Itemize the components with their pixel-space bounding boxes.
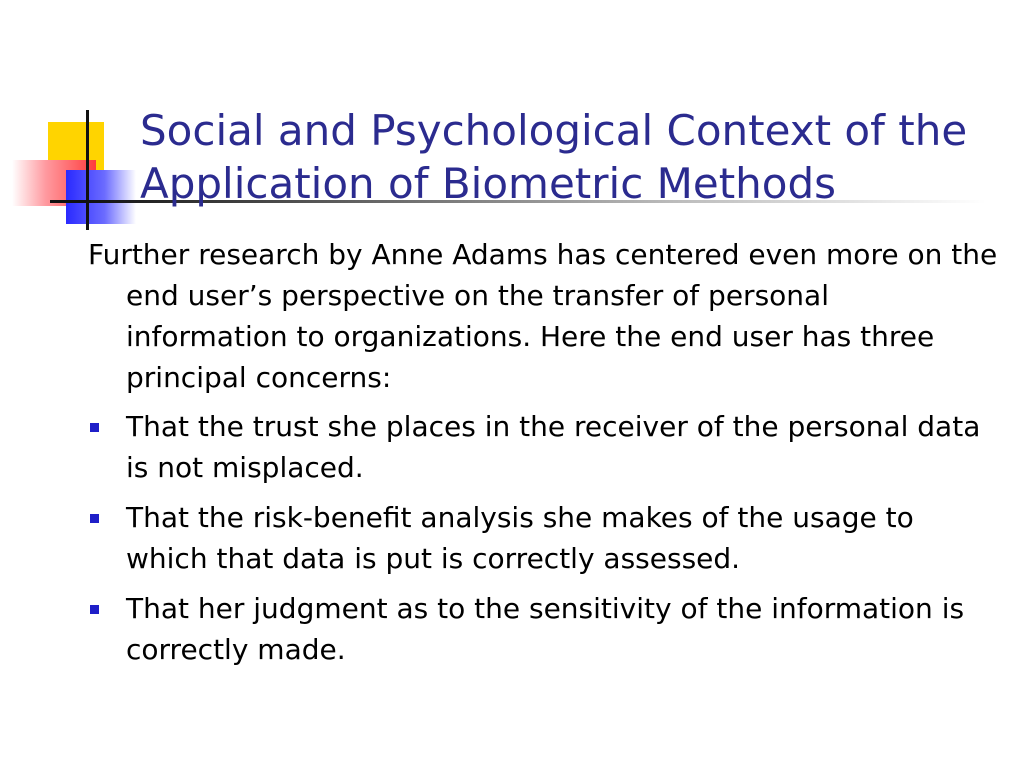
square-bullet-icon [90, 514, 99, 523]
slide-title: Social and Psychological Context of the Application of Biometric Methods [140, 106, 968, 209]
logo-blue-square [66, 170, 136, 224]
intro-paragraph: Further research by Anne Adams has centered even more on the end user’s perspective on the transfer of personal information to organizations. Here the end user has three principal concerns: [88, 238, 998, 394]
bullet-list [88, 406, 998, 670]
slide-body [88, 234, 998, 679]
square-bullet-icon [90, 605, 99, 614]
bullet-text: That the trust she places in the receiver of the personal data is not misplaced. [126, 410, 981, 484]
square-bullet-icon [90, 423, 99, 432]
bullet-item [88, 588, 998, 670]
colored-squares-logo-icon [0, 100, 160, 230]
bullet-item [88, 406, 998, 488]
logo-vertical-line [86, 110, 89, 230]
bullet-text: That her judgment as to the sensitivity of the information is correctly made. [126, 592, 965, 666]
bullet-item [88, 497, 998, 579]
bullet-text: That the risk-benefit analysis she makes of the usage to which that data is put is correctly assessed. [126, 501, 914, 575]
